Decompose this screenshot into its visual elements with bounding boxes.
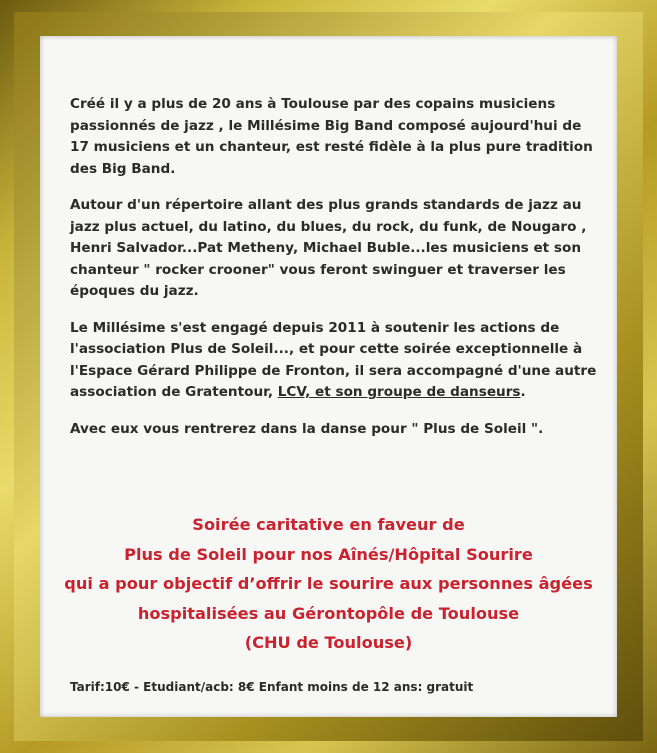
flyer-paper (40, 36, 617, 717)
pricing-text: Tarif:10€ - Etudiant/acb: 8€ Enfant moins de 12 ans: gratuit (70, 680, 474, 694)
highlight-line: qui a pour objectif d’offrir le sourire aux personnes âgées (64, 574, 593, 593)
underlined-lcv: LCV, et son groupe de danseurs (277, 384, 521, 400)
paragraph-engagement (70, 318, 600, 404)
paragraph-dance: Avec eux vous rentrerez dans la danse pour " Plus de Soleil ". (70, 420, 544, 437)
paragraph-repertoire: Autour d'un répertoire allant des plus grands standards de jazz au jazz plus actuel, du latino, du blues, du rock, du funk, de Nougaro , Henri Salvador...Pat Metheny, Michael Buble...les musiciens et son chanteur " rocker crooner" vous feront swinguer et traverser les époques du jazz. (70, 197, 587, 299)
paragraph-intro: Créé il y a plus de 20 ans à Toulouse par des copains musiciens passionnés de jazz , le Millésime Big Band composé aujourd'hui de 17 musiciens et un chanteur, est resté fidèle à la plus pure tradition des Big Band. (70, 96, 593, 177)
body-text (70, 94, 600, 455)
highlight-line: (CHU de Toulouse) (244, 633, 413, 652)
charity-highlight (40, 510, 617, 658)
highlight-line: hospitalisées au Gérontopôle de Toulouse (137, 603, 520, 623)
highlight-line: Plus de Soleil pour nos Aînés/Hôpital Sourire (124, 544, 533, 564)
highlight-line: Soirée caritative en faveur de (192, 515, 465, 534)
paragraph-engagement-text: Le Millésime s'est engagé depuis 2011 à soutenir les actions de l'association Plus de Soleil..., et pour cette soirée exceptionnelle à l'Espace Gérard Philippe de Fronton, il sera accompagné d'une autre association de Gratentour, (70, 319, 597, 400)
paragraph-engagement-end: . (520, 384, 526, 400)
